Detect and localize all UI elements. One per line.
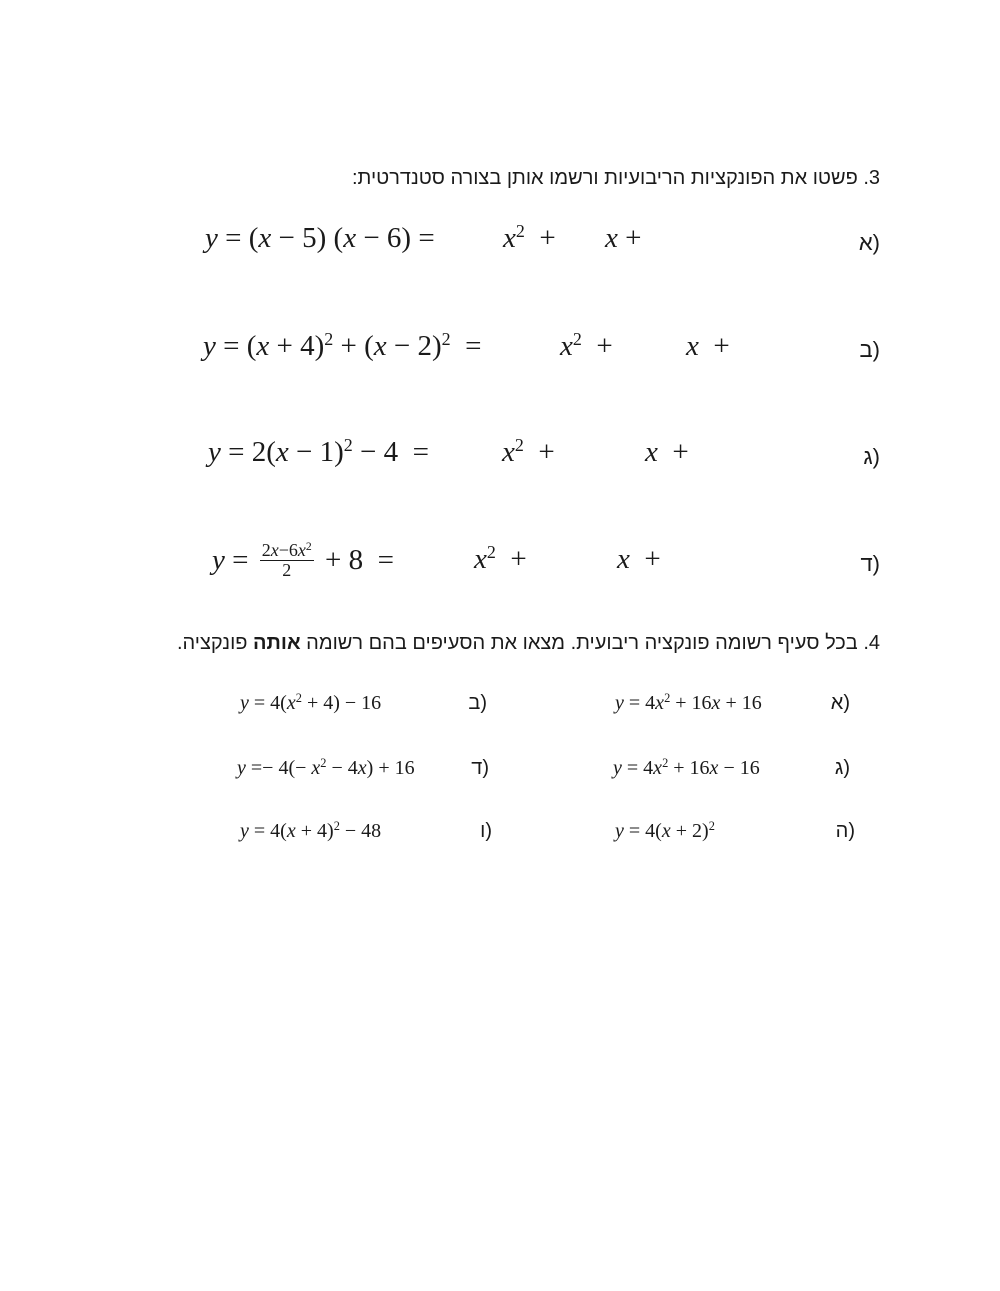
q4-expr-e: $y = 4(x + 2)^2$: [615, 819, 715, 842]
q3-blank2-b: x +: [686, 330, 730, 362]
q4-heading: 4. בכל סעיף רשומה פונקציה ריבועית. מצאו את הסעיפים בהם רשומה אותה פונקציה.: [176, 632, 880, 654]
q4-expr-c: $y = 4x^2 + 16x - 16$: [613, 756, 760, 779]
q3-blank1-c: $x^2$ +: [502, 435, 555, 468]
q4-expr-d: $y =- 4(- x^2 - 4x) + 16$: [237, 756, 415, 779]
q3-heading: 3. פשטו את הפונקציות הריבועיות ורשמו אותן בצורה סטנדרטית:: [351, 167, 880, 189]
q3-blank2-c: x +: [645, 436, 689, 468]
q3-blank2-d: x +: [617, 543, 661, 575]
q4-label-f: (ו: [480, 820, 492, 842]
q4-expr-f: $y = 4(x + 4)^2 - 48$: [240, 819, 382, 842]
q3-label-a: (א: [858, 230, 880, 255]
fraction: $\frac{2x-6x^2}{2}$: [261, 539, 312, 580]
q4-expr-b: $y = 4(x^2 + 4) - 16$: [240, 691, 382, 714]
q3-label-c: (ג: [863, 444, 880, 469]
q3-expr-d: y = $\frac{2x-6x^2}{2}$ + 8 =: [212, 539, 394, 580]
q4-label-c: (ג: [834, 757, 850, 779]
q4-label-d: (ד: [471, 757, 489, 779]
q3-label-b: (ב: [859, 337, 880, 362]
q3-expr-c: $y = 2(x - 1)^2 - 4$ =: [208, 435, 429, 468]
q4-label-e: (ה: [835, 820, 855, 842]
q3-blank1-b: $x^2$ +: [560, 329, 613, 362]
q3-blank1-d: $x^2$ +: [474, 542, 527, 575]
q4-expr-a: $y = 4x^2 + 16x + 16$: [615, 691, 762, 714]
q4-label-b: (ב: [468, 692, 487, 714]
q3-label-d: (ד: [860, 551, 880, 576]
q3-expr-b: $y = (x + 4)^2 + (x - 2)^2$ =: [203, 329, 482, 362]
q3-blank2-a: x +: [605, 222, 642, 254]
q4-label-a: (א: [830, 692, 850, 714]
q3-blank1-a: $x^2$ +: [503, 221, 556, 254]
q3-expr-a: y = (x − 5) (x − 6) =: [205, 222, 435, 254]
